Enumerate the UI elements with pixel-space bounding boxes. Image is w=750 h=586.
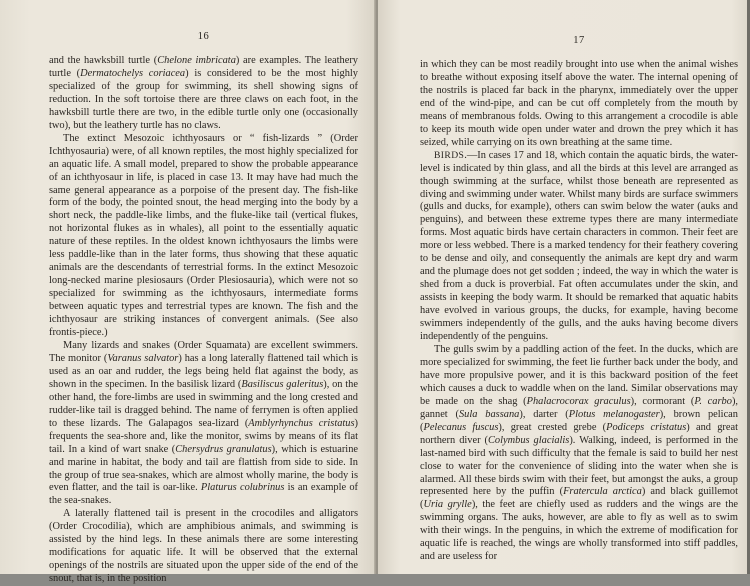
paragraph — [49, 508, 358, 586]
paragraph — [420, 59, 738, 150]
text-run: ), brown pelican ( — [420, 408, 738, 433]
species-name: Uria grylle — [423, 499, 472, 511]
section-heading: BIRDS — [434, 149, 465, 161]
text-run: A laterally flattened tail is present in the crocodiles and alligators (Order Crocodilia), which are amphibious animals, and swimming is assisted by the hind legs. In these animals there are some interesting modifications for aquatic life. It will be observed that the external openings of the nostrils are situated upon the upper side of the end of the snout, that is, in the position — [49, 508, 358, 585]
text-run: Many lizards and snakes (Order Squamata) are excellent swimmers. The monitor ( — [49, 339, 358, 364]
text-run: ) are examples. The leathery turtle ( — [49, 55, 358, 79]
species-name: P. carbo — [694, 395, 732, 407]
text-run: in which they can be most readily brought into use when the animal wishes to breathe without exposing itself above the water. The internal opening of the nostrils is placed far back in the pharynx, immediately over the upper end of the wind-pipe, and can be cut off completely from the mouth by means of membranous folds. Owing to this arrangement a crocodile is able to keep its mouth wide open under water and drown the prey which it has seized, while carrying on its own breathing at the same time. — [420, 59, 738, 148]
species-name: Sula bassana — [458, 408, 520, 420]
text-run: ) and black guillemot ( — [420, 486, 738, 511]
paragraph — [49, 340, 358, 508]
text-run: ) and great northern diver ( — [420, 421, 738, 446]
page-number-right: 17 — [573, 35, 585, 46]
species-name: Colymbus glacialis — [488, 434, 570, 446]
species-name: Amblyrhynchus cristatus — [248, 417, 355, 429]
text-run: ), on the other hand, the fore-limbs are used in swimming and the long crested and rudder-like tail is dragged behind. The name of ferrymen is often applied to these lizards. The Galapagos sea-lizard ( — [49, 378, 358, 429]
page-number-left: 16 — [197, 31, 210, 42]
species-name: Phalacrocorax graculus — [526, 395, 631, 407]
species-name: Chelone imbricata — [157, 55, 236, 66]
text-run: The gulls swim by a paddling action of the feet. In the ducks, which are more specialized for swimming, the feet lie further back under the body, and have more propulsive power, and it is this backward position of the feet which causes a duck to waddle when on the land. Similar observations may be made on the shag ( — [420, 343, 738, 407]
text-run: ), gannet ( — [420, 395, 738, 420]
text-run: ), cormorant ( — [630, 395, 695, 407]
text-run: and the hawksbill turtle ( — [49, 55, 158, 66]
text-run: The extinct Mesozoic ichthyosaurs or “ fish-lizards ” (Order Ichthyosauria) were, of all known reptiles, the most highly specialized for an aquatic life. A small model, prepared to show the probable appearance of an ichthyosaur in life, is placed in case 13. It may have had much the same general appearance as a porpoise of the present day. The fish-like form of the body, the pointed snout, the head merging into the body by a short neck, the paddle-like limbs, and the fluke-like tail (vertical flukes, not horizontal flukes as in whales), all point to the essentially aquatic nature of these reptiles. In the oldest known ichthyosaurs the limbs were less paddle-like than in the later forms, thus showing that these aquatic animals are the descendants of terrestrial forms. In the extinct Mesozoic long-necked marine plesiosaurs (Order Plesiosauria), which were not so specialized for swimming as the ichthyosaurs, intermediate forms between aquatic types and terrestrial types are known. The fish and the ichthyosaur are striking instances of convergent animals. (See also frontis-piece.) — [49, 132, 358, 339]
paragraph — [49, 55, 358, 133]
species-name: Podiceps cristatus — [606, 421, 687, 433]
text-run: ), great crested grebe ( — [498, 421, 607, 433]
species-name: Basiliscus galeritus — [241, 378, 324, 390]
species-name: Varanus salvator — [107, 352, 179, 364]
text-run: ), darter ( — [519, 408, 569, 420]
text-run: ), the feet are chiefly used as rudders and the wings are the swimming organs. The auks, however, are able to fly as well as to swim with their wings. In the penguins, in which the extreme of modification for aquatic life is reached, the wings are wholly transformed into stiff paddles, and are useless for — [420, 499, 739, 563]
right-page — [378, 0, 750, 574]
text-run: ). Walking, indeed, is performed in the last-named bird with such difficulty that the female is said to build her nest close to water for the convenience of sliding into the water when she is alarmed. All these birds swim with their feet, but amongst the auks, a group represented here by the puffin ( — [420, 434, 738, 498]
species-name: Chersydrus granulatus — [175, 443, 272, 455]
left-page-body — [49, 55, 358, 586]
right-page-body — [420, 59, 738, 564]
species-name: Fratercula arctica — [563, 486, 642, 498]
paragraph — [49, 133, 358, 340]
text-run: .—In cases 17 and 18, which contain the aquatic birds, the water-level is indicated by thin glass, and all the birds at this level are arranged as though swimming at the surface, whilst those beneath are represented as diving and swimming under water. Whilst many birds are surface swimmers (gulls and ducks, for example), others can swim below the water (auks and penguins), and between these extreme types there are many intermediate forms. Most aquatic birds have certain characters in common. Their feet are more or less webbed. There is a marked tendency for their feathery covering to be dense and oily, and consequently the animals are kept dry and warm and the plumage does not get sodden ; indeed, the way in which the water is shed from a duck is proverbial. Fat often accumulates under the skin, and assists in keeping the body warm. It should be remarked that aquatic habits have evolved in various groups, the ducks, for example, having become swimmers independently of the gulls, and the auks having become divers independently of the penguins. — [420, 149, 738, 343]
text-run: ) is considered to be the most highly specialized of the group for swimming, its shell showing signs of reduction. In the soft tortoise there are three claws on each foot, in the hawksbill turtle there are two, in the edible turtle only one (occasionally two), but the leathery turtle has no claws. — [49, 67, 358, 131]
species-name: Dermatochelys coriacea — [80, 67, 186, 79]
species-name: Plotus melanogaster — [568, 408, 660, 420]
text-run: ) has a long laterally flattened tail which is used as an oar and rudder, the legs being held flat against the body, as shown in the specimen. In the basilisk lizard ( — [49, 352, 358, 390]
text-run: ), which is estuarine and marine in habitat, the body and tail are flattish from side to side. In the group of true sea-snakes, which are almost wholly marine, the body is even flatter, and the tail is oar-like. — [49, 443, 359, 494]
text-run: ) frequents the sea-shore and, like the monitor, swims by means of its flat tail. In a kind of wart snake ( — [49, 417, 358, 455]
species-name: Pelecanus fuscus — [423, 421, 499, 433]
text-run: is an example of the sea-snakes. — [49, 482, 358, 507]
paragraph — [420, 344, 738, 564]
paragraph — [420, 150, 738, 344]
species-name: Platurus colubrinus — [200, 482, 285, 494]
